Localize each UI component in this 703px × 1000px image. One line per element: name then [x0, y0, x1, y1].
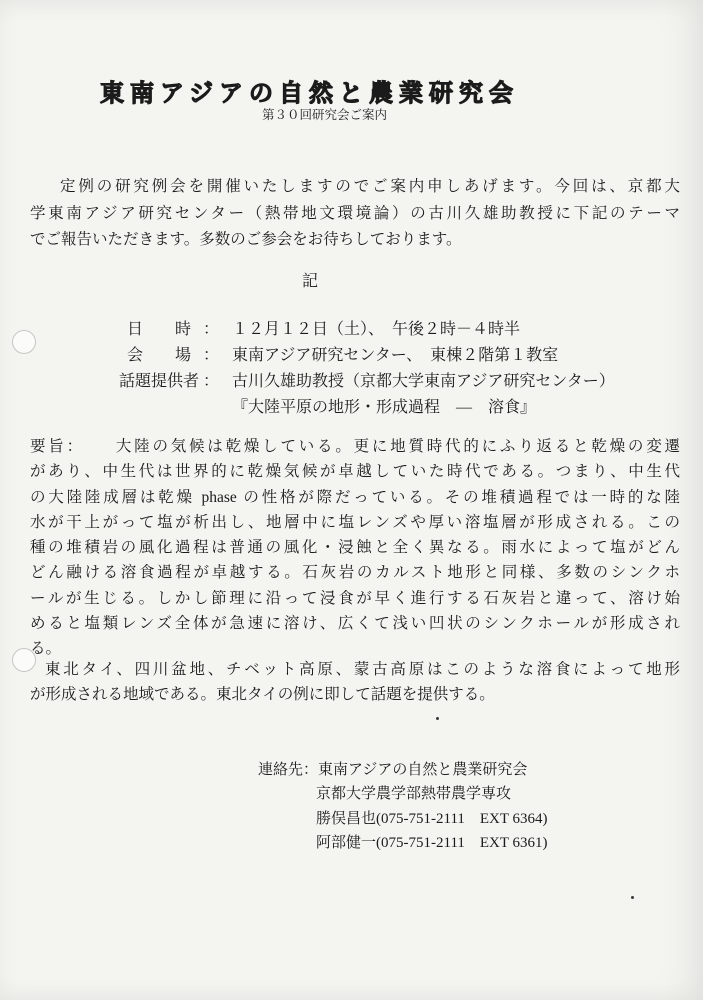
summary-text: 大陸の気候は乾燥している。更に地質時代的にふり返ると乾燥の変遷: [115, 438, 680, 455]
contact-tel: (075-751-2111 EXT 6361): [376, 834, 548, 851]
intro-paragraph: [30, 174, 680, 254]
summary-closing-paragraph: [30, 657, 680, 707]
contact-organization: 東南アジアの自然と農業研究会: [318, 762, 528, 778]
speaker-value: 古川久雄助教授（京都大学東南アジア研究センター）: [232, 373, 615, 390]
scan-speck: [631, 896, 634, 899]
contact-person: [258, 807, 548, 831]
speaker-label: 話題提供者: [118, 373, 199, 390]
document-title: 東南アジアの自然と農業研究会: [100, 81, 520, 107]
detail-separator: ：: [203, 347, 220, 364]
contact-name: 阿部健一: [316, 834, 377, 851]
summary-paragraph: [30, 434, 680, 662]
contact-person: [258, 831, 548, 855]
detail-row-venue: [0, 343, 703, 369]
detail-separator: ：: [203, 373, 220, 390]
notice-mark: 記: [302, 273, 319, 290]
contact-block: [258, 758, 548, 855]
summary-label: 要旨：: [30, 438, 85, 455]
event-details: [0, 317, 703, 421]
date-value: １２月１２日（土）、 午後２時－４時半: [232, 321, 521, 338]
detail-separator: ：: [203, 321, 220, 338]
summary-line: [30, 434, 680, 459]
summary-line: ールが生じる。しかし節理に沿って浸食が早く進行する石灰岩と違って、溶け始: [30, 589, 680, 607]
contact-heading: 連絡先：: [258, 762, 319, 778]
summary-line: があり、中生代は世界的に乾燥気候が卓越していた時代である。つまり、中生代: [30, 463, 680, 481]
intro-line: 定例の研究例会を開催いたしますのでご案内申しあげます。今回は、京都大: [60, 178, 680, 195]
intro-line: でご報告いただきます。多数のご参会をお待ちしております。: [30, 231, 462, 248]
venue-label: 会 場: [126, 347, 191, 364]
contact-name: 勝俣昌也: [316, 810, 377, 827]
contact-heading-line: [258, 758, 548, 782]
topic-title: 『大陸平原の地形・形成過程 ― 溶食』: [232, 399, 537, 416]
intro-line: 学東南アジア研究センター（熱帯地文環境論）の古川久雄助教授に下記のテーマ: [30, 204, 680, 222]
closing-line: 東北タイ、四川盆地、チベット高原、蒙古高原はこのような溶食によって地形: [45, 661, 680, 678]
summary-line: どん融ける溶食過程が卓越する。石灰岩のカルスト地形と同様、多数のシンクホ: [30, 564, 680, 582]
detail-row-speaker: [0, 369, 703, 395]
detail-row-date: [0, 317, 703, 343]
summary-line: る。: [30, 640, 62, 658]
venue-value: 東南アジア研究センター、 東棟２階第１教室: [232, 347, 559, 364]
closing-line: が形成される地域である。東北タイの例に即して話題を提供する。: [30, 686, 495, 703]
contact-department: 京都大学農学部熱帯農学専攻: [316, 786, 512, 803]
date-label: 日 時: [126, 321, 191, 338]
contact-tel: (075-751-2111 EXT 6364): [376, 810, 548, 827]
summary-line: めると塩類レンズ全体が急速に溶け、広くて浅い凹状のシンクホールが形成され: [30, 615, 680, 633]
scan-speck: [436, 717, 439, 720]
summary-line: の大陸陸成層は乾燥 phase の性格が際だっている。その堆積過程では一時的な陸: [30, 488, 680, 506]
detail-row-topic: [0, 395, 703, 421]
summary-line: 種の堆積岩の風化過程は普通の風化・浸蝕と全く異なる。雨水によって塩がどん: [30, 539, 680, 557]
summary-line: 水が干上がって塩が析出し、地層中に塩レンズや厚い溶塩層が形成される。この: [30, 513, 680, 531]
document-subtitle: 第３０回研究会ご案内: [262, 108, 388, 122]
